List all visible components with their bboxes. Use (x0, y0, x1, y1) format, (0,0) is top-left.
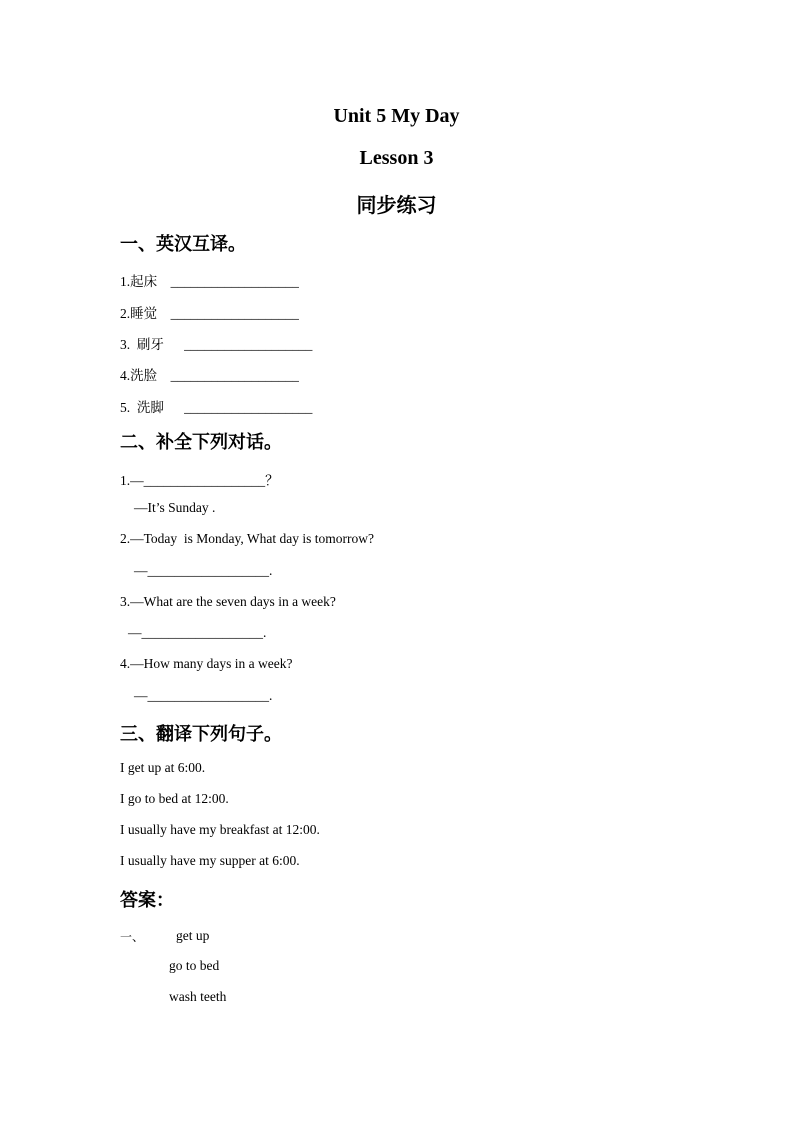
document-title: Unit 5 My Day (333, 105, 460, 127)
vocab-item: 4.洗脸 ___________________ (120, 368, 299, 383)
dialogue-line: 3.—What are the seven days in a week? (120, 594, 336, 609)
section3-heading: 三、翻译下列句子。 (120, 724, 282, 745)
answer-item: wash teeth (169, 989, 227, 1004)
dialogue-line: 4.—How many days in a week? (120, 656, 293, 671)
document-subtitle: 同步练习 (356, 193, 437, 217)
dialogue-line: 1.—__________________？ (120, 473, 279, 488)
dialogue-line: 2.—Today is Monday, What day is tomorrow? (120, 531, 375, 546)
answer-item: get up (176, 928, 210, 943)
sentence: I get up at 6:00. (120, 760, 206, 775)
section2-heading: 二、补全下列对话。 (120, 432, 282, 453)
dialogue-line: —It’s Sunday . (134, 500, 216, 515)
vocab-item: 1.起床 ___________________ (120, 274, 299, 289)
vocab-item: 3. 刷牙 ___________________ (120, 337, 313, 352)
vocab-item: 5. 洗脚 ___________________ (120, 400, 313, 415)
lesson-title: Lesson 3 (359, 147, 434, 169)
sentence: I go to bed at 12:00. (120, 791, 229, 806)
dialogue-line: —__________________. (128, 625, 267, 640)
section1-heading: 一、英汉互译。 (120, 234, 246, 255)
sentence: I usually have my supper at 6:00. (120, 853, 300, 868)
answers-part1-label: 一、 (120, 930, 145, 944)
vocab-item: 2.睡觉 ___________________ (120, 306, 299, 321)
answers-heading: 答案： (120, 890, 174, 911)
answer-item: go to bed (169, 958, 220, 973)
sentence: I usually have my breakfast at 12:00. (120, 822, 320, 837)
dialogue-line: —__________________. (134, 688, 273, 703)
dialogue-line: —__________________. (134, 563, 273, 578)
